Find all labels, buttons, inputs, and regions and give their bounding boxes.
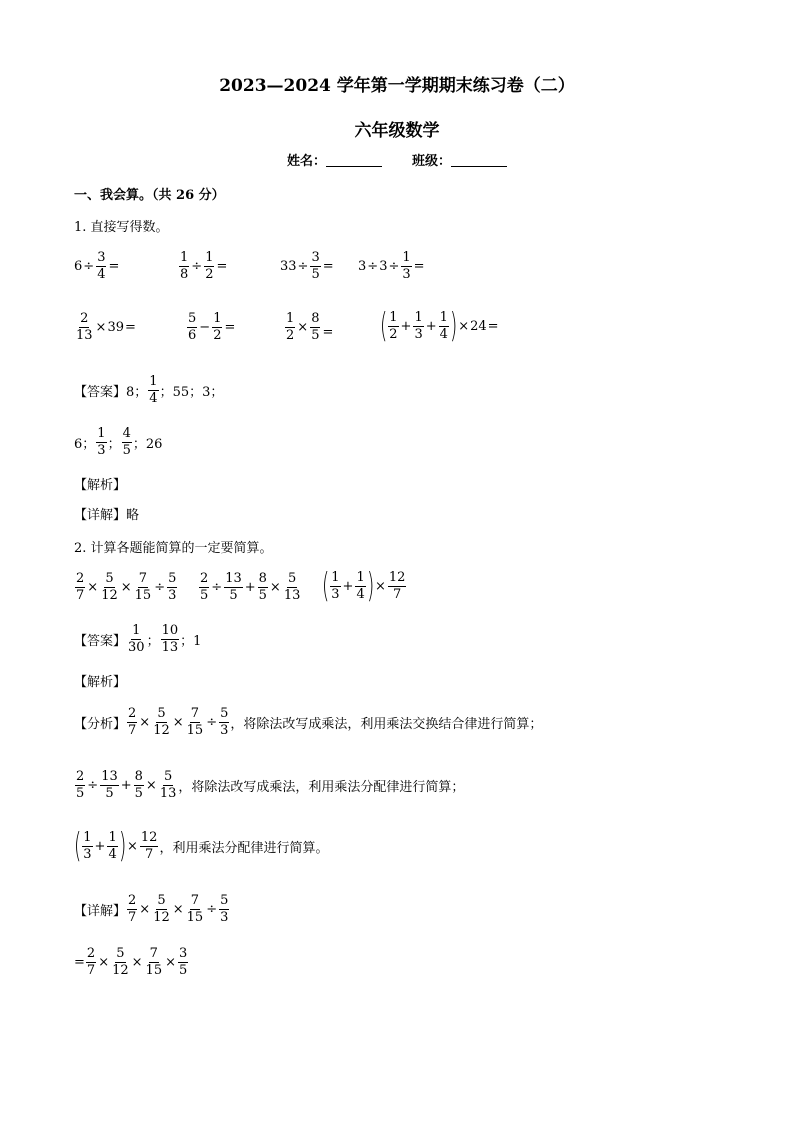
- numerator: 5: [188, 311, 197, 326]
- denominator: 3: [97, 442, 106, 458]
- numerator: 13: [225, 571, 242, 586]
- fraction: [111, 947, 130, 977]
- numerator: 12: [388, 569, 406, 585]
- math-operator: =: [216, 258, 228, 274]
- math-text: 24: [470, 318, 487, 334]
- math-operator: ×: [172, 901, 184, 917]
- fraction: [388, 311, 398, 341]
- fraction: [127, 624, 146, 654]
- answer-tag: 【答案】: [74, 384, 127, 400]
- numerator: 1: [149, 374, 158, 389]
- denominator: 3: [220, 909, 229, 925]
- document-subject: 六年级数学: [354, 121, 440, 141]
- q2-prompt: 2. 计算各题能简算的一定要简算。: [74, 541, 273, 556]
- math-text: 6；: [74, 436, 96, 452]
- numerator: 2: [200, 571, 209, 586]
- numerator: 2: [128, 893, 137, 908]
- denominator: 7: [128, 722, 137, 738]
- math-text: 3: [379, 258, 388, 274]
- answer-tag: 【答案】: [74, 633, 127, 649]
- detail-text: 略: [126, 508, 140, 523]
- numerator: 12: [140, 829, 158, 845]
- parenthesis: ): [449, 306, 458, 346]
- fraction: [187, 312, 197, 342]
- fraction: [127, 707, 137, 737]
- math-text: 33: [280, 258, 297, 274]
- math-operator: ÷: [206, 714, 218, 730]
- math-operator: ×: [139, 901, 151, 917]
- math-operator: +: [94, 838, 106, 854]
- math-operator: ×: [458, 318, 470, 334]
- math-operator: =: [487, 318, 499, 334]
- denominator: 2: [389, 326, 398, 342]
- numerator: 2: [80, 311, 89, 326]
- denominator: 5: [105, 785, 114, 801]
- detail-tag: 【详解】: [74, 903, 127, 919]
- denominator: 5: [258, 587, 267, 603]
- numerator: 1: [213, 311, 222, 326]
- numerator: 5: [168, 571, 177, 586]
- math-text: ；: [107, 436, 121, 452]
- math-text: =: [74, 954, 85, 970]
- denominator: 5: [229, 587, 238, 603]
- fraction: [134, 770, 144, 800]
- denominator: 2: [213, 327, 222, 343]
- q1-expr-8: [379, 306, 500, 346]
- fraction: [82, 831, 92, 861]
- numerator: 1: [286, 311, 295, 326]
- numerator: 1: [356, 569, 365, 585]
- name-label: 姓名：: [286, 154, 326, 169]
- math-operator: ÷: [388, 258, 400, 274]
- denominator: 15: [186, 722, 204, 738]
- fraction: [285, 312, 295, 342]
- fraction: [258, 572, 268, 602]
- math-operator: −: [199, 319, 211, 335]
- name-class-line: [0, 150, 794, 169]
- fraction: [122, 427, 132, 457]
- fraction: [310, 312, 320, 342]
- fraction: [178, 947, 188, 977]
- q1-expr-1: [74, 251, 120, 281]
- numerator: 1: [402, 250, 411, 265]
- numerator: 7: [190, 893, 200, 908]
- section-heading: 一、我会算。（共 26 分）: [74, 188, 225, 203]
- denominator: 5: [311, 266, 320, 282]
- numerator: 1: [205, 250, 214, 265]
- fraction: [212, 312, 222, 342]
- fraction: [140, 831, 159, 861]
- denominator: 3: [83, 846, 92, 862]
- fraction: [179, 251, 189, 281]
- q2-detail-line-1: [74, 894, 230, 924]
- math-text: ；1: [180, 633, 202, 649]
- math-text: ，将除法改写成乘法，利用乘法交换结合律进行简算；: [230, 716, 543, 732]
- denominator: 6: [188, 327, 197, 343]
- numerator: 5: [116, 946, 125, 961]
- denominator: 8: [180, 266, 189, 282]
- fraction: [152, 707, 171, 737]
- fraction: [159, 770, 178, 800]
- fraction: [219, 707, 229, 737]
- math-operator: ÷: [87, 777, 99, 793]
- math-operator: ÷: [206, 901, 218, 917]
- numerator: 4: [122, 426, 131, 441]
- numerator: 10: [161, 623, 179, 638]
- numerator: 1: [132, 623, 141, 638]
- fraction: [310, 251, 320, 281]
- math-operator: ×: [139, 714, 151, 730]
- numerator: 13: [101, 769, 118, 784]
- math-text: 8；: [126, 384, 148, 400]
- q1-expr-3: [280, 251, 335, 281]
- math-operator: +: [425, 318, 437, 334]
- q1-prompt: 1. 直接写得数。: [74, 220, 169, 235]
- math-operator: ×: [375, 578, 386, 594]
- numerator: 7: [138, 571, 148, 586]
- math-operator: ×: [120, 579, 132, 595]
- math-operator: ×: [87, 579, 99, 595]
- q1-expr-6: [186, 312, 236, 342]
- q2-answer: [74, 624, 201, 654]
- fraction: [388, 571, 407, 601]
- math-operator: =: [322, 258, 334, 274]
- denominator: 15: [134, 587, 152, 603]
- fraction: [96, 251, 106, 281]
- denominator: 5: [134, 785, 143, 801]
- numerator: 8: [258, 571, 267, 586]
- numerator: 5: [220, 706, 229, 721]
- fraction: [100, 770, 119, 800]
- math-operator: ×: [131, 954, 143, 970]
- fraction: [219, 894, 229, 924]
- fraction: [75, 312, 94, 342]
- numerator: 7: [149, 946, 158, 961]
- math-operator: +: [244, 579, 256, 595]
- math-operator: ×: [165, 954, 176, 970]
- parenthesis: ): [366, 566, 375, 606]
- parenthesis: ): [118, 826, 127, 866]
- math-operator: +: [400, 318, 412, 334]
- denominator: 4: [108, 846, 117, 862]
- denominator: 5: [179, 962, 188, 978]
- q2-fenxi-3: [73, 826, 329, 866]
- denominator: 13: [76, 327, 93, 343]
- numerator: 3: [97, 250, 106, 265]
- denominator: 4: [439, 326, 448, 342]
- q1-answer-line-2: [74, 427, 162, 457]
- fraction: [186, 707, 205, 737]
- numerator: 7: [190, 706, 200, 721]
- numerator: 1: [180, 250, 189, 265]
- fraction: [401, 251, 411, 281]
- denominator: 3: [168, 587, 177, 603]
- fraction: [145, 947, 164, 977]
- numerator: 1: [97, 426, 106, 441]
- fraction: [224, 572, 243, 602]
- fraction: [75, 770, 85, 800]
- math-text: ，将除法改写成乘法，利用乘法分配律进行简算；: [178, 779, 465, 795]
- math-text: 39: [107, 319, 124, 335]
- numerator: 8: [134, 769, 143, 784]
- denominator: 3: [220, 722, 229, 738]
- math-text: ；: [146, 633, 160, 649]
- denominator: 5: [200, 587, 209, 603]
- math-operator: ÷: [154, 579, 166, 595]
- fraction: [186, 894, 205, 924]
- q1-detail: [74, 504, 139, 523]
- parenthesis: (: [73, 826, 82, 866]
- denominator: 15: [186, 909, 204, 925]
- fraction: [199, 572, 209, 602]
- denominator: 7: [76, 587, 85, 603]
- parenthesis: (: [321, 566, 330, 606]
- q2-expr-1: [74, 572, 178, 602]
- math-text: ；26: [132, 436, 163, 452]
- math-operator: ×: [95, 319, 107, 335]
- numerator: 2: [76, 769, 85, 784]
- numerator: 8: [311, 311, 320, 326]
- math-operator: =: [224, 319, 236, 335]
- q2-fenxi-1: [74, 707, 542, 737]
- fraction: [330, 571, 340, 601]
- denominator: 7: [86, 962, 96, 978]
- math-operator: =: [322, 325, 334, 341]
- q1-analysis-tag: 【解析】: [74, 478, 127, 493]
- denominator: 4: [149, 390, 158, 406]
- name-blank: [326, 153, 382, 167]
- fraction: [148, 375, 158, 405]
- math-operator: ÷: [83, 258, 95, 274]
- class-label: 班级：: [412, 154, 452, 169]
- numerator: 1: [331, 569, 340, 585]
- detail-tag: 【详解】: [74, 508, 127, 523]
- fraction: [86, 947, 96, 977]
- class-blank: [451, 153, 507, 167]
- numerator: 5: [105, 571, 114, 586]
- math-operator: ×: [98, 954, 110, 970]
- denominator: 2: [286, 327, 295, 343]
- math-operator: ÷: [191, 258, 203, 274]
- denominator: 30: [128, 639, 145, 655]
- math-operator: ×: [127, 838, 138, 854]
- numerator: 1: [108, 829, 117, 845]
- fraction: [167, 572, 177, 602]
- math-operator: =: [413, 258, 425, 274]
- fraction: [127, 894, 137, 924]
- denominator: 3: [331, 586, 340, 602]
- numerator: 5: [220, 893, 229, 908]
- fraction: [204, 251, 214, 281]
- denominator: 3: [402, 266, 411, 282]
- denominator: 2: [205, 266, 214, 282]
- denominator: 7: [128, 909, 137, 925]
- q2-expr-2: [198, 572, 302, 602]
- denominator: 7: [393, 586, 402, 602]
- numerator: 5: [157, 893, 166, 908]
- q1-expr-7: [284, 312, 334, 342]
- numerator: 3: [311, 250, 320, 265]
- q1-expr-2: [178, 251, 228, 281]
- math-operator: +: [342, 578, 354, 594]
- q2-analysis-tag: 【解析】: [74, 675, 127, 690]
- denominator: 4: [97, 266, 106, 282]
- numerator: 2: [128, 706, 137, 721]
- numerator: 5: [157, 706, 166, 721]
- math-text: 3: [358, 258, 367, 274]
- fraction: [75, 572, 85, 602]
- denominator: 3: [414, 326, 423, 342]
- math-operator: =: [108, 258, 120, 274]
- fraction: [152, 894, 171, 924]
- fraction: [96, 427, 106, 457]
- denominator: 13: [161, 639, 179, 655]
- q1-answer-line-1: [74, 375, 223, 405]
- fraction: [413, 311, 423, 341]
- math-operator: +: [120, 777, 132, 793]
- fraction: [283, 572, 302, 602]
- q1-expr-5: [74, 312, 137, 342]
- fraction: [107, 831, 117, 861]
- denominator: 12: [101, 587, 118, 603]
- fraction: [439, 311, 449, 341]
- numerator: 1: [414, 309, 423, 325]
- numerator: 2: [76, 571, 85, 586]
- numerator: 5: [287, 571, 297, 586]
- math-text: ；55；3；: [159, 384, 224, 400]
- math-text: ，利用乘法分配律进行简算。: [159, 840, 329, 856]
- denominator: 15: [145, 962, 163, 978]
- q2-expr-3: [321, 566, 407, 606]
- denominator: 4: [356, 586, 365, 602]
- document-title: 2023—2024 学年第一学期期末练习卷（二）: [219, 76, 575, 96]
- denominator: 12: [153, 909, 170, 925]
- q2-fenxi-2: [74, 770, 464, 800]
- numerator: 5: [163, 769, 173, 784]
- denominator: 13: [283, 587, 301, 603]
- math-operator: ×: [145, 777, 157, 793]
- fraction: [134, 572, 153, 602]
- numerator: 1: [389, 309, 398, 325]
- math-operator: ×: [297, 319, 309, 335]
- numerator: 1: [83, 829, 92, 845]
- math-operator: ×: [172, 714, 184, 730]
- math-operator: =: [125, 319, 136, 335]
- denominator: 13: [159, 785, 177, 801]
- fenxi-tag: 【分析】: [74, 716, 127, 732]
- numerator: 3: [179, 946, 188, 961]
- numerator: 1: [439, 309, 448, 325]
- q1-expr-4: [358, 251, 426, 281]
- math-operator: ÷: [297, 258, 309, 274]
- fraction: [355, 571, 365, 601]
- denominator: 12: [112, 962, 129, 978]
- denominator: 7: [145, 846, 154, 862]
- fraction: [161, 624, 180, 654]
- parenthesis: (: [379, 306, 388, 346]
- math-operator: ×: [269, 579, 281, 595]
- denominator: 5: [76, 785, 85, 801]
- denominator: 5: [311, 327, 320, 343]
- math-operator: ÷: [367, 258, 379, 274]
- fraction: [100, 572, 119, 602]
- math-text: 6: [74, 258, 83, 274]
- q2-detail-line-2: [74, 947, 189, 977]
- denominator: 12: [153, 722, 170, 738]
- denominator: 5: [122, 442, 131, 458]
- math-operator: ÷: [211, 579, 223, 595]
- numerator: 2: [86, 946, 96, 961]
